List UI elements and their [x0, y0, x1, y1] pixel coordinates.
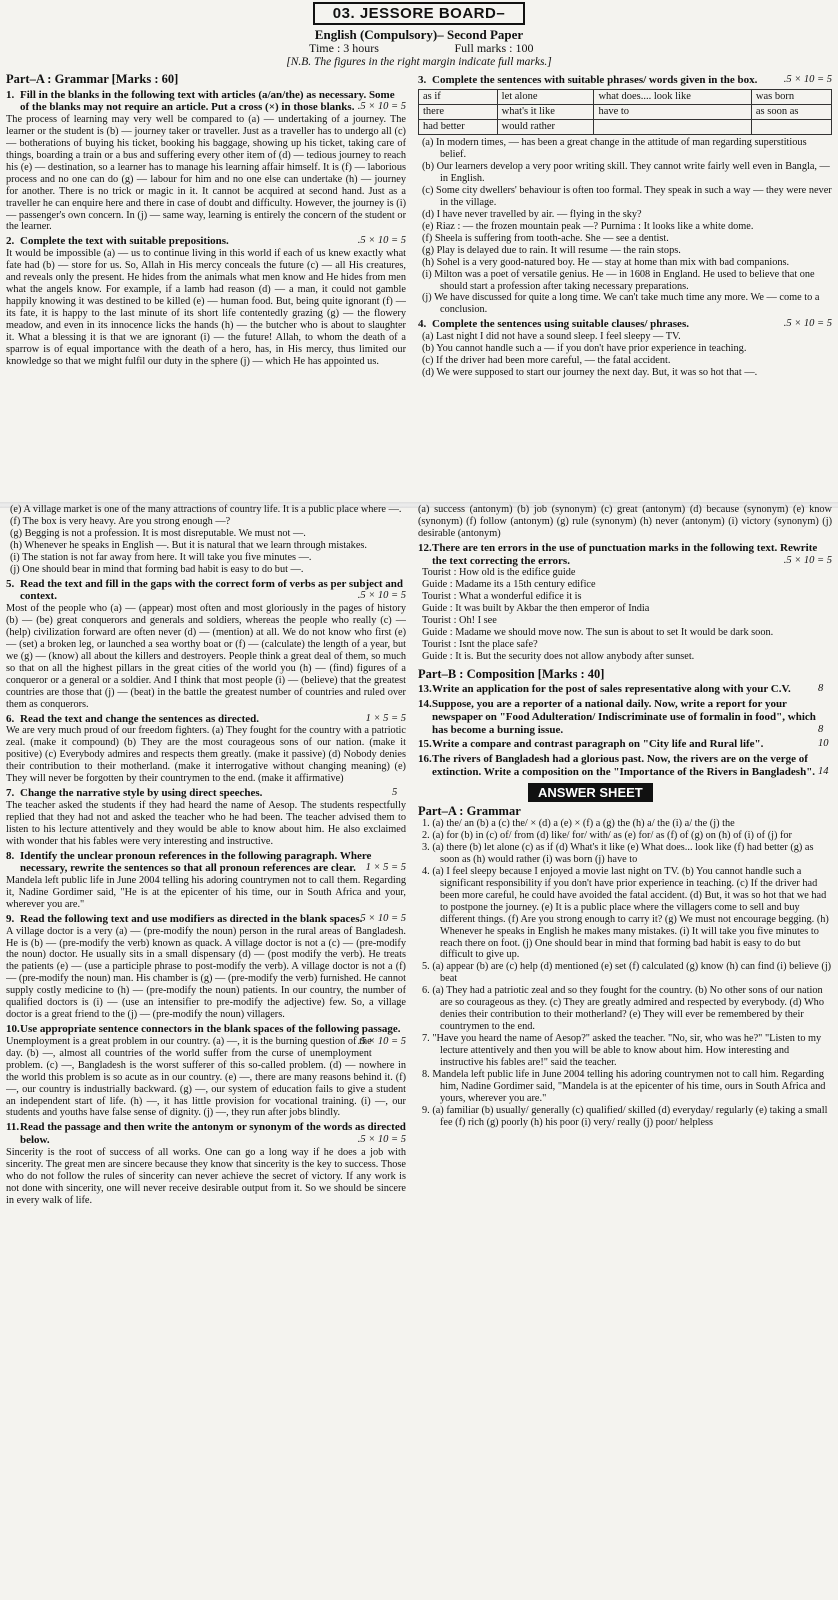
antonym-synonym-words: (a) success (antonym) (b) job (synonym) (c) great (antonym) (d) because (synonym) (e) know (synonym) (f) follow (antonym) (g) rule (synonym) (h) never (antonym) (i) victory (synonym) (j) desirable (antonym)	[418, 504, 832, 539]
list-item: (e) A village market is one of the many attractions of country life. It is a public place where —.	[10, 504, 402, 515]
list-item: (d) We were supposed to start our journey the next day. But, it was so hot that —.	[422, 366, 758, 378]
question-6: 6. Read the text and change the sentences as directed. 1 × 5 = 5 We are very much proud of our freedom fighters. (a) They fought for the country with a patriotic zeal. (make it compound) (b) They are the most courageous sons of our nation. (make it positive) (c) Everybody admires and respects them greatly. (make it passive) (d) Nobody denies their contribution to their motherland. (make it interrogative without changing meaning) (e) They will never be forgotten by their countrymen to the end. (make it affirmative)	[6, 712, 406, 785]
answer-item: 6. (a) They had a patriotic zeal and so they fought for the country. (b) No other sons of our nation are so courageous as they. (c) They are greatly admired and respected by everybody. (d) Who denies their contribution to their motherland? (e) They will ever be remembered by their countrymen to the end.	[422, 985, 824, 1033]
column-bottom-left	[6, 504, 406, 1598]
exam-header	[0, 0, 838, 70]
list-item: (g) Play is delayed due to rain. It will resume — the rain stops.	[422, 244, 681, 256]
answer-part-heading: Part–A : Grammar	[418, 803, 521, 818]
answer-item: 1. (a) the/ an (b) a (c) the/ × (d) a (e) × (f) a (g) the (h) a/ the (i) a/ the (j) the	[422, 818, 735, 830]
question-text: The process of learning may very well be compared to (a) — undertaking of a journey. The learner or the student is (b) — journey taker or traveller. Just as a traveller has to undergo all (c) — botherations of buying his ticket, booking his baggage, showing up his ticket, taking care of things, boarding a train or a bus and suffering every other item of (d) — tedious journey to reach his (e) — destination, so a learner has to manage his learning affair himself. It is (f) — laborious process and no one can do (g) — labour for him and no one else can undertake (h) — journey for another. There is no trick or magic in it. It cannot be acquired at second hand. Just as a traveller he can enquire here and there in case of doubt and difficulty. However, the journey is (i) — passenger's own concern. In (j) — same way, learning is entirely the concern of the student or the learner.	[6, 114, 406, 233]
dialog-line: Guide : It was built by Akbar the then emperor of India	[422, 603, 650, 615]
question-text: We are very much proud of our freedom fighters. (a) They fought for the country with a patriotic zeal. (make it compound) (b) They are the most courageous sons of our nation. (make it positive) (c) Everybody admires and respects them greatly. (make it passive) (d) Nobody denies their contribution to their motherland. (make it interrogative without changing meaning) (e) They will never be forgotten by their countrymen to the end. (make it affirmative)	[6, 725, 406, 785]
dialog-line: Tourist : Isnt the place safe?	[422, 638, 538, 650]
question-text: It would be impossible (a) — us to continue living in this world if each of us knew exactly what fate had (b) — store for us. So, Allah in His mercy conceals the future (c) — all His creatures, and reveals only the present. He hides from the animals what men know and He hides from men what the angels know. For example, if a lamb had reason (d) — a man, it could not gamble happily knowing it was destined to be killed (e) — human food. But, being quite ignorant (f) — its fate, it is happy to the last minute of its short life contentedly grazing (g) — the flowery meadow, and even in its innocence licks the hands (h) — the butcher who is about to slaughter it. What a blessing it is that we are ignorant (i) — the future! Allah, to whom the death of a sparrow is of equal importance with the death of a hero, has, in His mercy, thus limited our knowledge so that we might fulfil our duty in the sphere (j) — which He has appointed us.	[6, 248, 406, 367]
question-13: 13.Write an application for the post of sales representative along with your C.V. 8	[418, 683, 824, 696]
column-top-left	[6, 72, 406, 512]
marks: 1 × 5 = 5	[365, 862, 406, 874]
question-text: The teacher asked the students if they had heard the name of Aesop. The students respectfully replied that they had not and asked the teacher who he had been. The teacher advised them to listen to his lecture attentively and they would be able to know about him. He also exclaimed with wonder that his fables were very interesting and instructive.	[6, 799, 406, 847]
list-item: (a) Last night I did not have a sound sleep. I feel sleepy — TV.	[422, 331, 681, 343]
marks: .5 × 10 = 5	[783, 318, 832, 330]
marks: .5 × 10 = 5	[357, 1134, 406, 1146]
question-text: Sincerity is the root of success of all works. One can go a long way if he does a job with sincerity. The great men are sincere because they know that sincerity is the key to success. Those who do not follow the rules of sincerity can never achieve the secret of victory. If any work is not done with sincerity, one will never receive desirable output from it. So we should be sincere in every walk of life.	[6, 1146, 406, 1206]
paper-title: English (Compulsory)– Second Paper	[314, 27, 524, 43]
list-item: (h) Whenever he speaks in English —. But it is natural that we learn through mistakes.	[10, 539, 367, 551]
list-item: (g) Begging is not a profession. It is most disreputable. We must not —.	[10, 527, 306, 539]
answer-item: 2. (a) for (b) in (c) of/ from (d) like/ for/ with/ as (e) for/ as (f) of (g) on (h) of (i) of (j) for	[422, 830, 792, 842]
dialog-line: Guide : Madame its a 15th century edifice	[422, 579, 596, 591]
dialog-line: Tourist : How old is the edifice guide	[422, 567, 576, 579]
answer-item: 9. (a) familiar (b) usually/ generally (c) qualified/ skilled (d) everyday/ regularly (e) taking a small fee (f) rich (g) poorly (h) his poor (i) very/ really (j) poor/ helpless	[422, 1104, 828, 1128]
dialog-line: Tourist : What a wonderful edifice it is	[422, 591, 582, 603]
list-item: (j) One should bear in mind that forming bad habit is easy to do but —.	[10, 563, 304, 575]
list-item: (e) Riaz : — the frozen mountain peak —? Purnima : It looks like a white dome.	[422, 220, 754, 232]
list-item: (i) The station is not far away from here. It will take you five minutes —.	[10, 551, 312, 563]
question-9: 9. Read the following text and use modifiers as directed in the blank spaces. .5 × 10 = 5 A village doctor is a very (a) — (pre-modify the noun) person in the rural areas of Bangladesh. He is (b) — (pre-modify the verb) known as quack. A village doctor is not a (c) — (pre-modify the noun) doctor. He usually sits in a small dispensary (d) — (post modify the verb). He treats the patients (e) — (use a participle phrase to post-modify the verb). A village doctor is not a (f) — (pre-modify the noun) man. His chamber is (g) — (pre-modify the verb) furnished. He cannot supply costly medicine to (h) — (pre-modify the noun) patients. In our country, the number of qualified doctors is (i) — (use an intensifier to pre-modify the adjective) few. So, a village doctor is a great friend to the (j) — (pre-modify the noun) villagers.	[6, 912, 406, 1021]
list-item: (f) The box is very heavy. Are you strong enough —?	[10, 515, 231, 527]
question-text: A village doctor is a very (a) — (pre-modify the noun) person in the rural areas of Bangladesh. He is (b) — (pre-modify the verb) known as quack. A village doctor is not a (c) — (pre-modify the noun) doctor. He usually sits in a small dispensary (d) — (post modify the verb). He treats the patients (e) — (use a participle phrase to post-modify the verb). A village doctor is not a (f) — (pre-modify the noun) man. His chamber is (g) — (pre-modify the verb) furnished. He cannot supply costly medicine to (h) — (pre-modify the noun) patients. In our country, the number of qualified doctors is (i) — (use an intensifier to pre-modify the adjective) few. So, a village doctor is a great friend to the (j) — (pre-modify the noun) villagers.	[6, 925, 406, 1021]
list-item: (c) Some city dwellers' behaviour is often too formal. They speak in such a way — they were never in the village.	[422, 185, 832, 208]
answer-item: 3. (a) there (b) let alone (c) as if (d) What's it like (e) What does... look like (f) had better (g) as soon as (h) would rather (i) was born (j) have to	[422, 842, 814, 865]
part-b-heading: Part–B : Composition [Marks : 40]	[418, 666, 605, 681]
list-item: (f) Sheela is suffering from tooth-ache. She — see a dentist.	[422, 232, 669, 244]
marks-label: Full marks : 100	[454, 41, 534, 56]
list-item: (a) In modern times, — has been a great change in the attitude of man regarding superstitious belief.	[422, 137, 807, 161]
dialog-line: Tourist : Oh! I see	[422, 615, 497, 627]
marks: .5 × 10 = 5	[357, 101, 406, 113]
question-2: 2. Complete the text with suitable prepositions. .5 × 10 = 5 It would be impossible (a) — us to continue living in this world if each of us knew exactly what fate had (b) — store for us. So, Allah in His mercy conceals the future (c) — all His creatures, and reveals only the present. He hides from the animals what men know and He hides from men what the angels know. For example, if a lamb had reason (d) — a man, it could not gamble happily knowing it was destined to be killed (e) — human food. But, being quite ignorant (f) — its fate, it is happy to the last minute of its short life contentedly grazing (g) — the flowery meadow, and even in its innocence licks the hands (h) — the butcher who is about to slaughter it. What a blessing it is that we are ignorant (i) — the future! Allah, to whom the death of a sparrow is of equal importance with the death of a hero, has, in His mercy, thus limited our knowledge so that we might fulfil our duty in the sphere (j) — which He has appointed us.	[6, 235, 406, 367]
question-3: 3. Complete the sentences with suitable phrases/ words given in the box. .5 × 10 = 5 as if let alone what does.... look like was born there what's it like have to as soon as had better would rather (a) In modern times, — has been a great change in the attitude of man regarding superstitious belief. (b) Our learners develop a very poor writing skill. They cannot write fairly well even in Bangla, — in English. (c) Some city dwellers' behaviour is often too formal. They speak in such a way — they were never in the village. (d) I have never travelled by air. — flying in the sky? (e) Riaz : — the frozen mountain peak —? Purnima : It looks like a white dome. (f) Sheela is suffering from tooth-ache. She — see a dentist. (g) Play is delayed due to rain. It will resume — the rain stops. (h) Sohel is a very good-natured boy. He — stay at home than mix with bad companions. (i) Milton was a poet of versatile genius. He — in 1608 in England. He used to believe that one should start a profession after taking necessary preparations. (j) We have discussed for quite a long time. We can't take much time any more. We — come to a conclusion.	[418, 74, 832, 316]
answer-item: 8. Mandela left public life in June 2004 telling his adoring countrymen not to call him. Regarding him, Nadine Gordimer said, "Mandela is at the epicenter of his time, ours in South Africa and yours, wherever you are."	[422, 1068, 826, 1104]
list-item: (b) You cannot handle such a — if you don't have prior experience in teaching.	[422, 343, 747, 355]
answer-item: 5. (a) appear (b) are (c) help (d) mentioned (e) set (f) calculated (g) know (h) can find (i) believe (j) beat	[422, 961, 832, 985]
list-item: (j) We have discussed for quite a long time. We can't take much time any more. We — come to a conclusion.	[422, 292, 820, 316]
phrase-box: as if let alone what does.... look like was born there what's it like have to as soon as had better would rather	[418, 89, 832, 136]
question-10: 10.Use appropriate sentence connectors in the blank spaces of the following passage. .5 × 10 = 5 Unemployment is a great problem in our country. (a) —, it is the burning question of the day. (b) —, almost all countries of the world suffer from the curse of unemployment problem. (c) —, Bangladesh is the worst sufferer of this so-called problem. (d) — nowhere in the world this problem is so acute as in our country. (e) —, there are many reasons behind it. (f) —, our country is industrially backward. (g) —, our system of education fails to give a student an independent start of life. (h) —, it has little provision for vocational training. (i) —, our students and youths have false sense of dignity. (j) —, they run after jobs blindly.	[6, 1023, 406, 1119]
time-label: Time : 3 hours	[309, 41, 379, 56]
question-5: 5. Read the text and fill in the gaps with the correct form of verbs as per subject and context. .5 × 10 = 5 Most of the people who (a) — (appear) most often and most gloriously in the pages of history (b) — (be) great conquerors and generals and soldiers, whereas the people who really (c) — (help) civilization forward are often never (d) — (mention) at all. We do not know who first (e) — (set) a broken leg, or launched a sea worthy boat or (f) — (calculate) the length of a year, but we (g) — (know) all about the killers and destroyers. People think a great deal of them, so much so that on all the highest pillars in the great cities of the world you (h) — (find) figures of a conqueror or a general or a soldier. And I think that most people (i) — (believe) that the greatest countries are those that (j) — (beat) in the battle the greatest number of countries and ruled over them as conquerors.	[6, 577, 406, 710]
list-item: (b) Our learners develop a very poor writing skill. They cannot write fairly well even in Bangla, — in English.	[422, 161, 830, 185]
column-top-right	[418, 72, 832, 512]
question-text: Most of the people who (a) — (appear) most often and most gloriously in the pages of history (b) — (be) great conquerors and generals and soldiers, whereas the people who really (c) — (help) civilization forward are often never (d) — (mention) at all. We do not know who first (e) — (set) a broken leg, or launched a sea worthy boat or (f) — (calculate) the length of a year, but we (g) — (know) all about the killers and destroyers. People think a great deal of them, so much so that on all the highest pillars in the great cities of the world you (h) — (find) figures of a conqueror or a general or a soldier. And I think that most people (i) — (believe) that the greatest countries are those that (j) — (beat) in the battle the greatest number of countries and ruled over them as conquerors.	[6, 603, 406, 710]
question-11: 11.Read the passage and then write the antonym or synonym of the words as directed below. .5 × 10 = 5 Sincerity is the root of success of all works. One can go a long way if he does a job with sincerity. The great men are sincere because they know that sincerity is the key to success. Those who do not follow the rules of sincerity can never achieve the secret of victory. If any work is not done with sincerity, one will never receive desirable output from it. So we should be sincere in every walk of life.	[6, 1121, 406, 1206]
list-item: (i) Milton was a poet of versatile genius. He — in 1608 in England. He used to believe that one should start a profession after taking necessary preparations.	[422, 268, 815, 292]
board-title: 03. JESSORE BOARD–	[313, 2, 525, 25]
question-7: 7. Change the narrative style by using direct speeches. 5 The teacher asked the students if they had heard the name of Aesop. The students respectfully replied that they had not and asked the teacher who he had been. The teacher advised them to listen to his lecture attentively and they would be able to know about him. He also exclaimed with wonder that his fables were very interesting and instructive.	[6, 787, 406, 847]
question-15: 15.Write a compare and contrast paragraph on "City life and Rural life". 10	[418, 738, 829, 751]
note: [N.B. The figures in the right margin indicate full marks.]	[286, 56, 552, 69]
marks: .5 × 10 = 5	[357, 1035, 406, 1047]
column-bottom-right	[418, 504, 832, 1598]
question-text: Mandela left public life in June 2004 telling his adoring countrymen not to call them. Regarding it, Nadine Gordimer said, "He is at the epicenter of his time, our in South Africa and your, wherever you are."	[6, 875, 406, 910]
answer-item: 7. "Have you heard the name of Aesop?" asked the teacher. "No, sir, who was he?" "Listen to my lecture attentively and then you will be able to know about him. How interesting and instructive his fables are!" said the teacher.	[422, 1033, 822, 1068]
marks: .5 × 10 = 5	[357, 912, 406, 924]
answer-item: 4. (a) I feel sleepy because I enjoyed a movie last night on TV. (b) You cannot handle such a significant responsibility if you don't have prior experience in teaching. (c) If the driver had been more careful, he could have avoided the fatal accident. (d) But, it was so hot that we had to postpone the journey. (e) It is a public place where the villagers come to sell and buy different things. (f) Are you strong enough to carry it? (g) We must not encourage begging. (h) Whenever he speaks in English he makes many mistakes. (i) It will take you five minutes to reach there on foot. (j) One should bear in mind that forming bad habit is easy to do but difficult to give up.	[422, 865, 829, 961]
marks: .5 × 10 = 5	[357, 590, 406, 602]
question-1: 1. Fill in the blanks in the following text with articles (a/an/the) as necessary. Some of the blanks may not require an article. Put a cross (×) in those blanks. .5 × 10 = 5 The process of learning may very well be compared to (a) — undertaking of a journey. The learner or the student is (b) — journey taker or traveller. Just as a traveller has to undergo all (c) — botherations of buying his ticket, booking his baggage, showing up his ticket, taking care of things, boarding a train or a bus and suffering every other item of (d) — tedious journey to reach his (e) — destination, so a learner has to manage his learning affair himself. It is (f) — laborious process and no one can do (g) — labour for him and no one else can undertake (h) — journey for another. There is no trick or magic in it. It cannot be acquired at second hand. Just as a traveller he can enquire here and there in case of doubt and difficulty. However, the journey is (i) — passenger's own concern. In (j) — same way, learning is entirely the concern of the student or the learner.	[6, 88, 406, 233]
dialog-line: Guide : Madame we should move now. The sun is about to set It would be dark soon.	[422, 627, 774, 638]
marks: .5 × 10 = 5	[357, 235, 406, 247]
part-a-heading: Part–A : Grammar [Marks : 60]	[6, 72, 179, 86]
list-item: (h) Sohel is a very good-natured boy. He — stay at home than mix with bad companions.	[422, 256, 790, 268]
marks: .5 × 10 = 5	[783, 554, 832, 566]
question-4: 4. Complete the sentences using suitable clauses/ phrases. .5 × 10 = 5 (a) Last night I did not have a sound sleep. I feel sleepy — TV. (b) You cannot handle such a — if you don't have prior experience in teaching. (c) If the driver had been more careful, — the fatal accident. (d) We were supposed to start our journey the next day. But, it was so hot that —.	[418, 318, 832, 378]
question-8: 8. Identify the unclear pronoun references in the following paragraph. Where necessary, rewrite the sentences so that all pronoun references are clear. 1 × 5 = 5 Mandela left public life in June 2004 telling his adoring countrymen not to call them. Regarding it, Nadine Gordimer said, "He is at the epicenter of his time, our in South Africa and your, wherever you are."	[6, 849, 406, 910]
answer-sheet-banner: ANSWER SHEET	[528, 783, 653, 802]
question-16: 16.The rivers of Bangladesh had a glorious past. Now, the rivers are on the verge of extinction. Write a composition on the "Importance of the Rivers in Bangladesh". 14	[418, 753, 829, 778]
dialog-line: Guide : It is. But the security does not allow anybody after sunset.	[422, 650, 695, 662]
question-text: Unemployment is a great problem in our country. (a) —, it is the burning question of the day. (b) —, almost all countries of the world suffer from the curse of unemployment problem. (c) —, Bangladesh is the worst sufferer of this so-called problem. (d) — nowhere in the world this problem is so acute as in our country. (e) —, there are many reasons behind it. (f) —, our country is industrially backward. (g) —, our system of education fails to give a student an independent start of life. (h) —, it has little provision for vocational training. (i) —, our students and youths have false sense of dignity. (j) —, they run after jobs blindly.	[6, 1035, 406, 1119]
marks: 1 × 5 = 5	[365, 712, 406, 724]
question-12: 12.There are ten errors in the use of punctuation marks in the following text. Rewrite the text correcting the errors. .5 × 10 = 5 Tourist : How old is the edifice guide Guide : Madame its a 15th century edifice Tourist : What a wonderful edifice it is Guide : It was built by Akbar the then emperor of India Tourist : Oh! I see Guide : Madame we should move now. The sun is about to set It would be dark soon. Tourist : Isnt the place safe? Guide : It is. But the security does not allow anybody after sunset.	[418, 541, 832, 662]
list-item: (d) I have never travelled by air. — flying in the sky?	[422, 208, 642, 220]
question-14: 14.Suppose, you are a reporter of a national daily. Now, write a report for your newspaper on "Food Adulteration/ Indiscriminate use of formalin in food", which has become a burning issue. 8	[418, 698, 824, 736]
marks: .5 × 10 = 5	[783, 74, 832, 85]
list-item: (c) If the driver had been more careful, — the fatal accident.	[422, 354, 671, 366]
